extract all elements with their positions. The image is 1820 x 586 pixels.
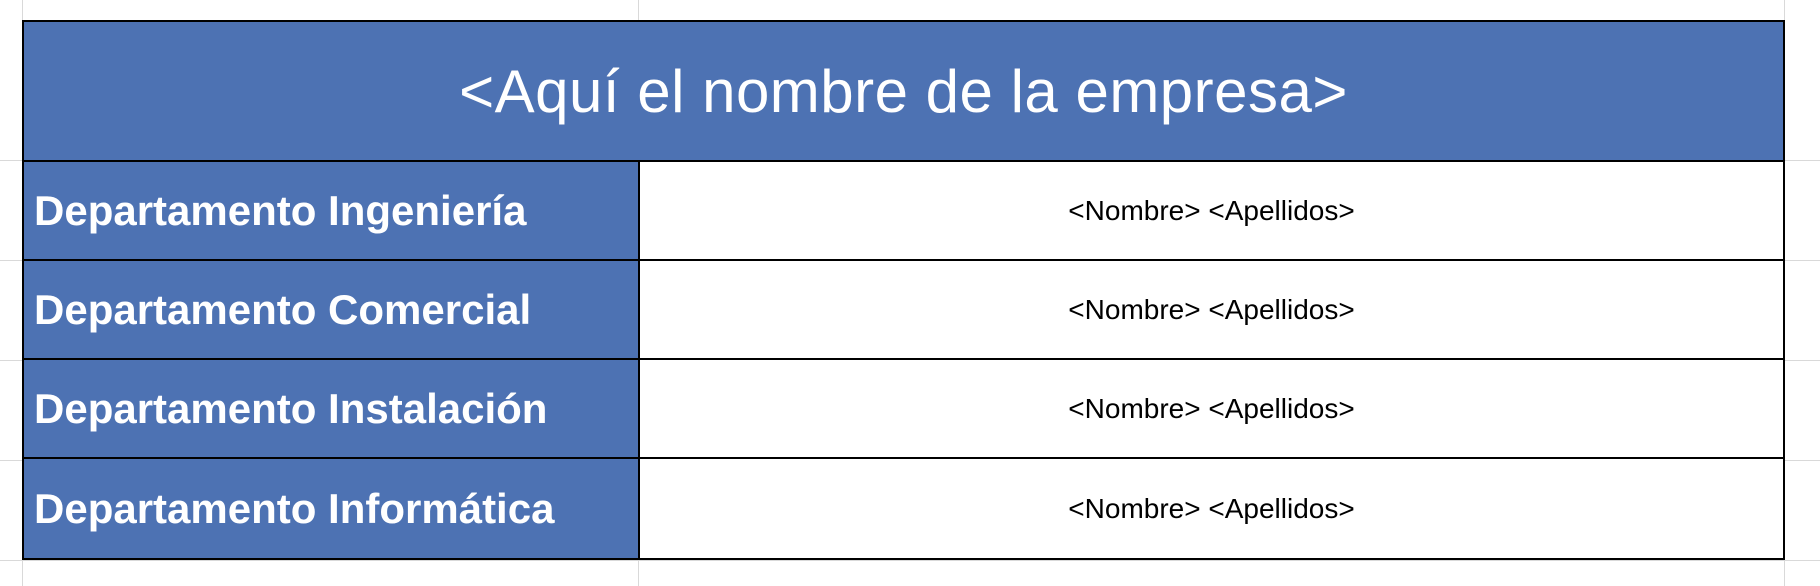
manager-cell[interactable]: [640, 261, 1783, 358]
table-row: [24, 162, 1783, 261]
department-cell[interactable]: [24, 162, 640, 259]
department-label: Departamento Instalación: [34, 384, 548, 432]
department-label: Departamento Comercial: [34, 285, 532, 333]
table-row: [24, 459, 1783, 558]
table-row: [24, 261, 1783, 360]
department-cell[interactable]: [24, 459, 640, 558]
company-name-title: <Aquí el nombre de la empresa>: [459, 57, 1348, 125]
manager-name: <Nombre> <Apellidos>: [1068, 293, 1355, 325]
company-table: [22, 20, 1785, 560]
manager-cell[interactable]: [640, 162, 1783, 259]
department-cell[interactable]: [24, 261, 640, 358]
manager-name: <Nombre> <Apellidos>: [1068, 194, 1355, 226]
manager-name: <Nombre> <Apellidos>: [1068, 392, 1355, 424]
table-row: [24, 360, 1783, 459]
company-title-cell[interactable]: [24, 22, 1783, 162]
manager-cell[interactable]: [640, 360, 1783, 457]
department-rows: [24, 162, 1783, 558]
department-cell[interactable]: [24, 360, 640, 457]
department-label: Departamento Informática: [34, 484, 555, 532]
department-label: Departamento Ingeniería: [34, 186, 527, 234]
manager-name: <Nombre> <Apellidos>: [1068, 492, 1355, 524]
manager-cell[interactable]: [640, 459, 1783, 558]
gridline: [0, 560, 1820, 561]
